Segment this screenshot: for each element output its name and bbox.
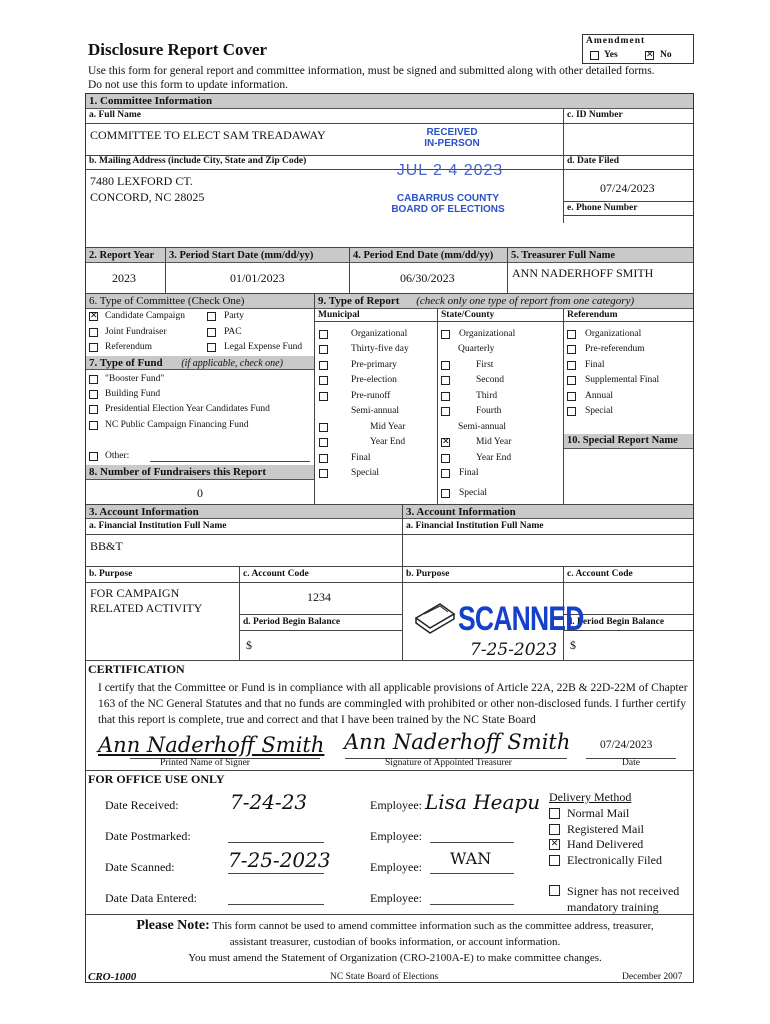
scanned-stamp: SCANNED [458, 600, 584, 638]
checkbox-referendum-0[interactable] [567, 330, 576, 339]
report-type-header [315, 294, 693, 309]
balance-left-label: d. Period Begin Balance [243, 617, 341, 627]
balance-right-label: d. Period Begin Balance [567, 617, 665, 627]
checkbox-delivery-0[interactable] [549, 808, 560, 819]
account-left-header: 3. Account Information [86, 505, 402, 519]
date-scanned-value: 7-25-2023 [228, 848, 331, 872]
treasurer-signature: Ann Naderhoff Smith [344, 730, 571, 754]
checkbox-referendum-3[interactable] [567, 376, 576, 385]
certification-text: I certify that the Committee or Fund is in compliance with all applicable provisions of Article 22A, 22B & 22D-22M of Chapter 163 of the NC General Statutes and that no funds are commingled with prohibited or other non-disclosed funds. I further certify that this report is complete, true and correct and that I have been trained by the NC State Board [98, 682, 688, 726]
employee-received-signature: Lisa Heapu [425, 790, 541, 814]
form-id: CRO-1000 [88, 971, 137, 983]
committee-full-name: COMMITTEE TO ELECT SAM TREADAWAY [90, 128, 326, 142]
address-line-2: CONCORD, NC 28025 [90, 190, 205, 204]
referendum-option-2: Final [585, 360, 605, 370]
balance-right-value: $ [570, 638, 576, 652]
employee-label-1: Employee: [370, 798, 422, 812]
report-type-title: 9. Type of Report [318, 295, 400, 307]
delivery-option-0: Normal Mail [567, 806, 630, 820]
municipal-option-2: Pre-primary [351, 360, 397, 370]
municipal-label: Municipal [318, 310, 360, 320]
state-option-8: Year End [476, 453, 512, 463]
checkbox-pac[interactable] [207, 328, 216, 337]
report-type-note: (check only one type of report from one category) [416, 295, 635, 307]
checkbox-state-3[interactable] [441, 376, 450, 385]
referendum-label: Referendum [567, 310, 618, 320]
treasurer-label: 5. Treasurer Full Name [511, 250, 616, 261]
employee-label-3: Employee: [370, 860, 422, 874]
state-option-1: Quarterly [458, 344, 495, 354]
delivery-method-label: Delivery Method [549, 790, 632, 804]
checkbox-referendum-1[interactable] [567, 345, 576, 354]
institution-left-label: a. Financial Institution Full Name [89, 521, 227, 531]
state-option-7: Mid Year [476, 437, 512, 447]
committee-type-4: PAC [224, 327, 242, 337]
special-report-name-header: 10. Special Report Name [564, 434, 693, 449]
date-filed-value: 07/24/2023 [600, 181, 655, 195]
amendment-yes-label: Yes [604, 50, 618, 60]
certification-date: 07/24/2023 [600, 739, 653, 751]
institution-left-value: BB&T [90, 539, 123, 553]
municipal-option-4: Pre-runoff [351, 391, 391, 401]
printed-name-signature: Ann Naderhoff Smith [98, 733, 325, 757]
balance-left-value: $ [246, 638, 252, 652]
employee-label-4: Employee: [370, 891, 422, 905]
amendment-label: Amendment [586, 36, 646, 46]
delivery-option-3: Electronically Filed [567, 853, 662, 867]
training-line-2: mandatory training [567, 900, 659, 914]
purpose-left-line-2: RELATED ACTIVITY [90, 601, 203, 615]
fund-type-note: (if applicable, check one) [181, 358, 283, 369]
fundraisers-header: 8. Number of Fundraisers this Report [86, 465, 314, 480]
printed-name-label: Printed Name of Signer [160, 758, 250, 768]
state-option-2: First [476, 360, 494, 370]
checkbox-referendum-2[interactable] [567, 361, 576, 370]
address-line-1: 7480 LEXFORD CT. [90, 174, 193, 188]
amendment-no-label: No [660, 50, 672, 60]
fund-type-2: Presidential Election Year Candidates Fund [105, 404, 270, 414]
state-option-0: Organizational [459, 329, 516, 339]
checkbox-referendum-5[interactable] [567, 407, 576, 416]
municipal-option-1: Thirty-five day [351, 344, 409, 354]
checkbox-delivery-2[interactable]: ✕ [550, 839, 559, 849]
stamp-date: JUL 2 4 2023 [396, 162, 504, 179]
checkbox-public-financing[interactable] [89, 421, 98, 430]
state-option-3: Second [476, 375, 504, 385]
state-option-6: Semi-annual [458, 422, 507, 432]
date-received-label: Date Received: [105, 798, 179, 812]
account-right-header: 3. Account Information [403, 505, 693, 519]
committee-type-header: 6. Type of Committee (Check One) [86, 294, 314, 309]
referendum-option-5: Special [585, 406, 613, 416]
state-option-4: Third [476, 391, 498, 401]
please-note [98, 918, 692, 966]
date-entered-label: Date Data Entered: [105, 891, 197, 905]
page-title: Disclosure Report Cover [88, 40, 268, 59]
delivery-option-2: Hand Delivered [567, 837, 644, 851]
municipal-option-0: Organizational [351, 329, 408, 339]
certification-date-label: Date [622, 758, 640, 768]
checkbox-municipal-0[interactable] [319, 330, 328, 339]
municipal-option-3: Pre-election [351, 375, 397, 385]
date-filed-label: d. Date Filed [567, 156, 619, 166]
state-option-10: Special [459, 488, 487, 498]
delivery-option-1: Registered Mail [567, 822, 644, 836]
checkbox-referendum[interactable] [89, 343, 98, 352]
municipal-option-5: Semi-annual [351, 406, 400, 416]
date-received-value: 7-24-23 [230, 790, 308, 814]
checkbox-state-9[interactable] [441, 469, 450, 478]
purpose-left-line-1: FOR CAMPAIGN [90, 586, 180, 600]
employee-scanned-initials: WAN [450, 849, 492, 868]
institution-right-label: a. Financial Institution Full Name [406, 521, 544, 531]
amendment-yes-checkbox[interactable] [590, 51, 599, 60]
stamp-board [386, 193, 510, 215]
checkbox-joint-fundraiser[interactable] [89, 328, 98, 337]
referendum-option-0: Organizational [585, 329, 642, 339]
checkbox-state-10[interactable] [441, 489, 450, 498]
amendment-no-checkbox[interactable]: ✕ [646, 50, 654, 60]
checkbox-state-8[interactable] [441, 454, 450, 463]
fundraisers-value: 0 [197, 486, 203, 500]
stamp-received: RECEIVED [426, 127, 478, 138]
fund-type-1: Building Fund [105, 389, 161, 399]
committee-section-header: 1. Committee Information [86, 94, 693, 109]
report-year-label: 2. Report Year [89, 250, 155, 261]
checkbox-municipal-6[interactable] [319, 423, 328, 432]
period-end-label: 4. Period End Date (mm/dd/yy) [353, 250, 494, 261]
checkbox-municipal-4[interactable] [319, 392, 328, 401]
certification-title: CERTIFICATION [88, 662, 185, 676]
referendum-option-3: Supplemental Final [585, 375, 660, 385]
committee-type-1: Joint Fundraiser [105, 327, 167, 337]
date-postmarked-label: Date Postmarked: [105, 829, 191, 843]
checkbox-building-fund[interactable] [89, 390, 98, 399]
stamp-in-person: IN-PERSON [424, 138, 480, 149]
committee-type-0: Candidate Campaign [105, 311, 185, 321]
period-start-value: 01/01/2023 [230, 271, 285, 285]
training-line-1: Signer has not received [567, 884, 680, 898]
purpose-right-label: b. Purpose [406, 569, 450, 579]
fund-type-0: "Booster Fund" [105, 374, 165, 384]
checkbox-booster-fund[interactable] [89, 375, 98, 384]
fund-type-header [86, 356, 314, 370]
checkbox-legal-expense[interactable] [207, 343, 216, 352]
code-left-value: 1234 [307, 590, 331, 604]
checkbox-delivery-3[interactable] [549, 855, 560, 866]
scanner-icon [410, 596, 460, 636]
committee-type-2: Referendum [105, 342, 152, 352]
stamp-board-name: BOARD OF ELECTIONS [391, 204, 505, 215]
instructions-2: Do not use this form to update information. [88, 79, 288, 91]
please-note-text-2: assistant treasurer, custodian of books information, or account information. [229, 936, 561, 948]
scanned-date-handwritten: 7-25-2023 [470, 640, 558, 660]
mailing-address-label: b. Mailing Address (include City, State and Zip Code) [89, 156, 307, 166]
checkbox-candidate-campaign[interactable]: ✕ [90, 311, 98, 321]
checkbox-municipal-8[interactable] [319, 454, 328, 463]
checkbox-presidential-fund[interactable] [89, 405, 98, 414]
footer-date: December 2007 [622, 972, 683, 982]
checkbox-state-7[interactable]: ✕ [442, 437, 450, 447]
report-year-value: 2023 [112, 271, 136, 285]
checkbox-state-0[interactable] [441, 330, 450, 339]
checkbox-municipal-3[interactable] [319, 376, 328, 385]
office-use-title: FOR OFFICE USE ONLY [88, 772, 225, 786]
fund-type-3: NC Public Campaign Financing Fund [105, 420, 249, 430]
purpose-left-label: b. Purpose [89, 569, 133, 579]
training-text [567, 883, 679, 915]
fund-type-title: 7. Type of Fund [89, 357, 163, 369]
received-stamp [398, 127, 506, 149]
checkbox-municipal-2[interactable] [319, 361, 328, 370]
checkbox-delivery-1[interactable] [549, 824, 560, 835]
checkbox-party[interactable] [207, 312, 216, 321]
please-note-text-3: You must amend the Statement of Organization (CRO-2100A-E) to make committee changes. [188, 952, 602, 964]
date-scanned-label: Date Scanned: [105, 860, 175, 874]
checkbox-state-4[interactable] [441, 392, 450, 401]
checkbox-municipal-1[interactable] [319, 345, 328, 354]
checkbox-municipal-9[interactable] [319, 469, 328, 478]
treasurer-value: ANN NADERHOFF SMITH [512, 266, 654, 280]
referendum-option-4: Annual [585, 391, 613, 401]
footer-board: NC State Board of Elections [330, 972, 439, 982]
period-end-value: 06/30/2023 [400, 271, 455, 285]
checkbox-referendum-4[interactable] [567, 392, 576, 401]
please-note-text-1: This form cannot be used to amend committee information such as the committee address, treasurer, [212, 920, 654, 932]
phone-label: e. Phone Number [567, 203, 638, 213]
referendum-option-1: Pre-referendum [585, 344, 645, 354]
municipal-option-6: Mid Year [370, 422, 406, 432]
committee-type-5: Legal Expense Fund [224, 342, 303, 352]
full-name-label: a. Full Name [89, 110, 141, 120]
employee-label-2: Employee: [370, 829, 422, 843]
checkbox-training[interactable] [549, 885, 560, 896]
please-note-label: Please Note: [136, 918, 210, 933]
checkbox-other[interactable] [89, 452, 98, 461]
period-start-label: 3. Period Start Date (mm/dd/yy) [169, 250, 314, 261]
code-left-label: c. Account Code [243, 569, 309, 579]
checkbox-municipal-7[interactable] [319, 438, 328, 447]
instructions: Use this form for general report and committee information, must be signed and submitted along with other detailed forms. [88, 65, 655, 77]
municipal-option-7: Year End [370, 437, 406, 447]
code-right-label: c. Account Code [567, 569, 633, 579]
state-option-5: Fourth [476, 406, 502, 416]
id-number-label: c. ID Number [567, 110, 623, 120]
signature-label: Signature of Appointed Treasurer [385, 758, 512, 768]
state-county-label: State/County [441, 310, 495, 320]
municipal-option-9: Special [351, 468, 379, 478]
checkbox-state-2[interactable] [441, 361, 450, 370]
committee-type-3: Party [224, 311, 245, 321]
state-option-9: Final [459, 468, 479, 478]
municipal-option-8: Final [351, 453, 371, 463]
stamp-county: CABARRUS COUNTY [396, 193, 500, 204]
fund-type-other: Other: [105, 451, 130, 461]
checkbox-state-5[interactable] [441, 407, 450, 416]
